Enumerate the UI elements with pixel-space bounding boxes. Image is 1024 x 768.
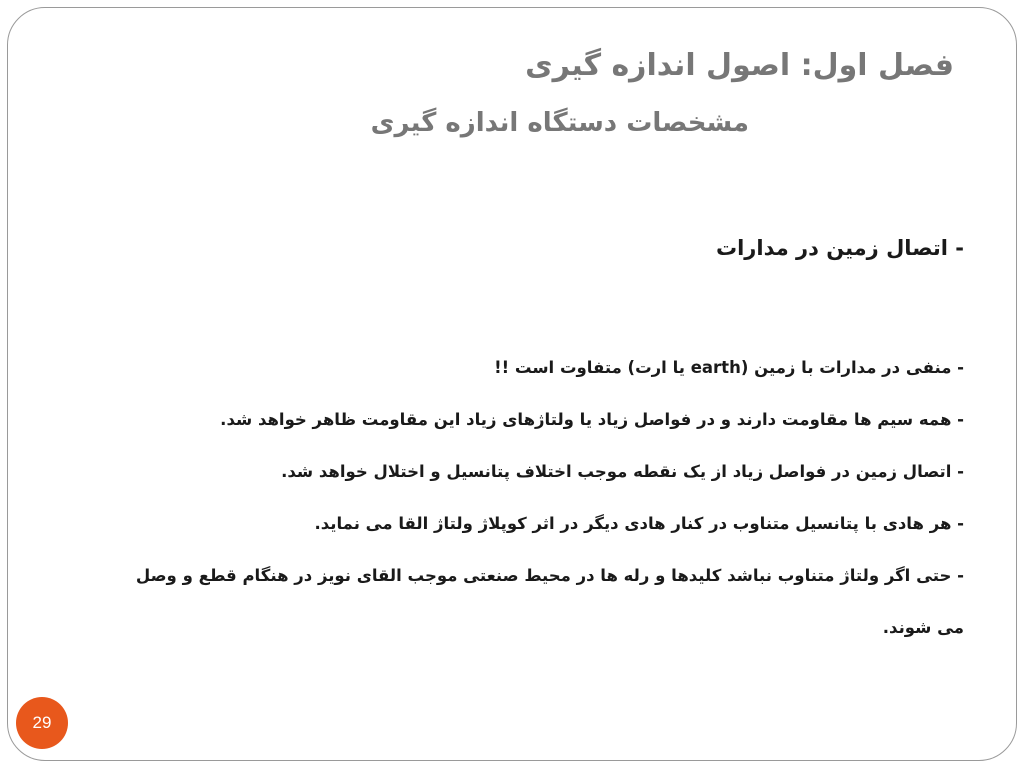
bullet-list <box>104 342 964 654</box>
bullet-item: - اتصال زمین در فواصل زیاد از یک نقطه موجب اختلاف پتانسیل و اختلال خواهد شد. <box>281 462 964 481</box>
slide-frame <box>7 7 1017 761</box>
slide-subtitle: مشخصات دستگاه اندازه گیری <box>370 108 749 138</box>
section-heading: - اتصال زمین در مدارات <box>716 236 964 260</box>
bullet-item: - هر هادی با پتانسیل متناوب در کنار هادی دیگر در اثر کوپلاژ ولتاژ القا می نماید. <box>314 514 964 533</box>
bullet-item: - منفی در مدارات با زمین (earth یا ارت) متفاوت است !! <box>494 358 964 377</box>
slide-title: فصل اول: اصول اندازه گیری <box>525 48 954 83</box>
bullet-item: - حتی اگر ولتاژ متناوب نباشد کلیدها و رله ها در محیط صنعتی موجب القای نویز در هنگام قطع و وصل می شوند. <box>135 566 964 637</box>
page-number-badge: 29 <box>16 697 68 749</box>
bullet-item: - همه سیم ها مقاومت دارند و در فواصل زیاد یا ولتاژهای زیاد این مقاومت ظاهر خواهد شد. <box>220 410 964 429</box>
